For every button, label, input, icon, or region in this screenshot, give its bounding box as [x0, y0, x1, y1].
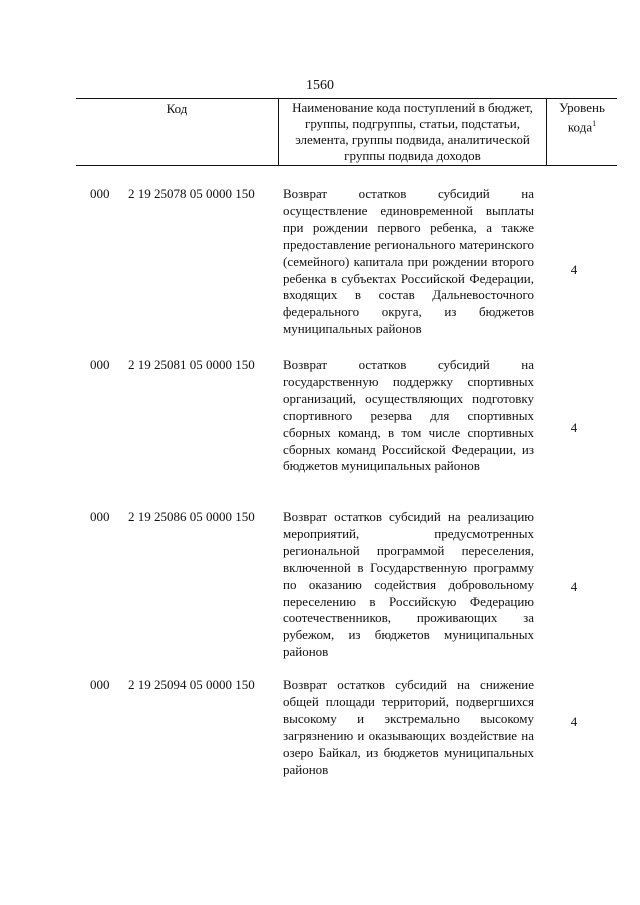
header-level — [547, 99, 618, 166]
row-admin-code: 000 — [90, 677, 110, 692]
row-admin-code: 000 — [90, 509, 110, 524]
row-revenue-code: 2 19 25094 05 0000 150 — [128, 677, 255, 692]
row-admin-code: 000 — [90, 357, 110, 372]
table-header — [76, 98, 617, 166]
row-level: 4 — [570, 420, 578, 435]
row-level: 4 — [570, 579, 578, 594]
header-code: Код — [76, 99, 279, 166]
header-level-tail: а — [586, 119, 593, 135]
row-name: Возврат остатков субсидий на государственную поддержку спортивных организаций, осуществляющих подготовку спортивного резерва для спортивных сборных команд, в том числе спортивных сборных команд Российской Федерации, из бюджетов муниципальных районов — [283, 357, 534, 474]
row-name: Возврат остатков субсидий на реализацию мероприятий, предусмотренных региональной программой переселения, включенной в Государственную программу по оказанию содействия добровольному переселению в Российскую Федерацию соотечественников, проживающих за рубежом, из бюджетов муниципальных районов — [283, 509, 534, 660]
header-level-footnote: 1 — [592, 119, 597, 128]
row-revenue-code: 2 19 25078 05 0000 150 — [128, 186, 255, 201]
row-name: Возврат остатков субсидий на снижение общей площади территорий, подвергшихся высокому и экстремально высокому загрязнению и оказывающих воздействие на озеро Байкал, из бюджетов муниципальных районов — [283, 677, 534, 777]
header-name: Наименование кода поступлений в бюджет, группы, подгруппы, статьи, подстатьи, элемента, группы подвида, аналитической группы подвида доходов — [279, 99, 547, 166]
header-level-text: Уровень код — [559, 100, 605, 135]
page-number: 1560 — [306, 78, 334, 93]
row-admin-code: 000 — [90, 186, 110, 201]
row-revenue-code: 2 19 25081 05 0000 150 — [128, 357, 255, 372]
row-revenue-code: 2 19 25086 05 0000 150 — [128, 509, 255, 524]
row-name: Возврат остатков субсидий на осуществление единовременной выплаты при рождении первого ребенка, а также предоставление регионального материнского (семейного) капитала при рождении второго ребенка в субъектах Российской Федерации, входящих в состав Дальневосточного федерального округа, из бюджетов муниципальных районов — [283, 186, 534, 337]
row-level: 4 — [570, 262, 578, 277]
row-level: 4 — [570, 714, 578, 729]
